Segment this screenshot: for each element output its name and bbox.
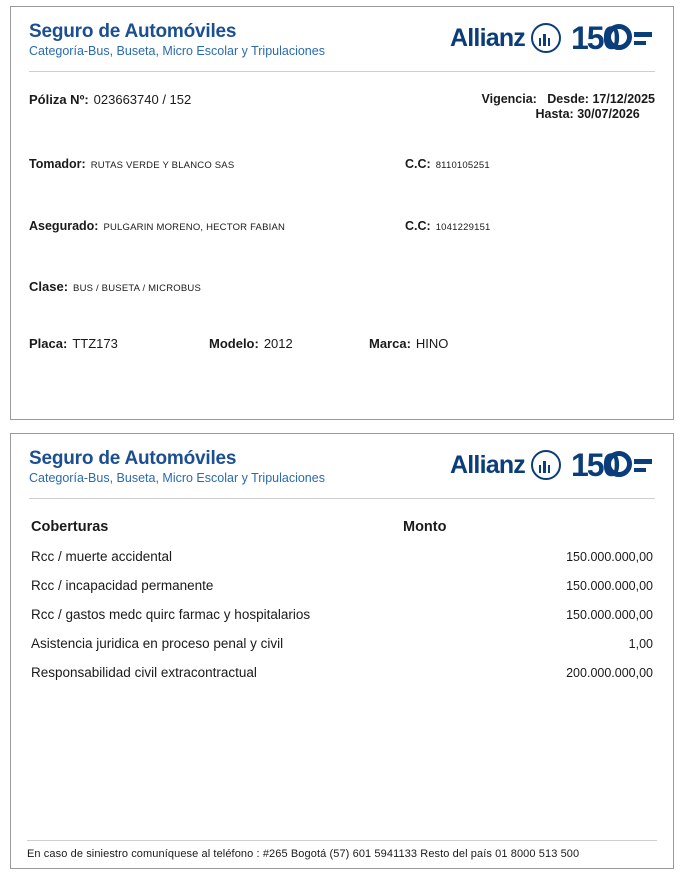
plate-value: TTZ173 bbox=[72, 336, 118, 352]
insured-id-field bbox=[405, 219, 655, 233]
allianz-bars-icon bbox=[531, 23, 561, 53]
insured-label: Asegurado: bbox=[29, 219, 99, 234]
allianz-wordmark-2: Allianz bbox=[450, 450, 525, 479]
coverage-amount: 150.000.000,00 bbox=[566, 578, 653, 593]
holder-row bbox=[29, 157, 655, 171]
brand-label: Marca: bbox=[369, 336, 411, 352]
document-subtitle-2: Categoría-Bus, Buseta, Micro Escolar y Tripulaciones bbox=[29, 470, 325, 485]
footer bbox=[11, 840, 673, 860]
validity-from-label: Desde: bbox=[547, 91, 589, 106]
amount-column-header: Monto bbox=[403, 518, 447, 535]
anniversary-150-icon bbox=[571, 20, 655, 56]
table-row bbox=[29, 549, 655, 564]
document-title-2: Seguro de Automóviles bbox=[29, 448, 237, 469]
header-titles bbox=[29, 21, 325, 59]
policy-summary-card bbox=[10, 6, 674, 420]
brand-value: HINO bbox=[415, 336, 449, 352]
plate-field bbox=[29, 336, 209, 351]
insured-row bbox=[29, 219, 655, 233]
holder-id-value: 8110105251 bbox=[435, 160, 490, 172]
coverages-table-header bbox=[29, 519, 655, 535]
model-label: Modelo: bbox=[209, 336, 259, 352]
holder-field bbox=[29, 157, 234, 171]
document-title: Seguro de Automóviles bbox=[29, 21, 237, 42]
model-field bbox=[209, 336, 369, 351]
insured-field bbox=[29, 219, 285, 233]
coverage-name: Responsabilidad civil extracontractual bbox=[31, 664, 257, 680]
policy-number-value: 023663740 / 152 bbox=[93, 91, 192, 107]
validity-to-label: Hasta: bbox=[535, 107, 574, 122]
policy-number-field bbox=[29, 92, 191, 107]
card-header-2 bbox=[29, 448, 655, 486]
anniversary-number: 150 bbox=[571, 20, 619, 56]
coverage-amount: 150.000.000,00 bbox=[566, 607, 653, 622]
header-titles-2 bbox=[29, 448, 325, 486]
validity-to-value: 30/07/2026 bbox=[577, 107, 640, 122]
coverage-amount: 200.000.000,00 bbox=[566, 665, 653, 680]
class-value: BUS / BUSETA / MICROBUS bbox=[73, 283, 201, 295]
table-row bbox=[29, 636, 655, 651]
holder-value: RUTAS VERDE Y BLANCO SAS bbox=[90, 160, 235, 172]
allianz-logo-2 bbox=[450, 447, 655, 483]
anniversary-150-icon-2 bbox=[571, 447, 655, 483]
holder-label: Tomador: bbox=[29, 157, 86, 172]
coverage-name: Rcc / incapacidad permanente bbox=[31, 577, 214, 593]
policy-row bbox=[29, 92, 655, 123]
coverage-amount: 150.000.000,00 bbox=[566, 549, 653, 564]
insured-value: PULGARIN MORENO, HECTOR FABIAN bbox=[103, 222, 286, 234]
insured-id-label: C.C: bbox=[405, 219, 431, 234]
allianz-logo bbox=[450, 20, 655, 56]
anniversary-number-2: 150 bbox=[571, 447, 619, 483]
coverage-name: Asistencia juridica en proceso penal y civil bbox=[31, 635, 284, 651]
coverages-column-header: Coberturas bbox=[31, 518, 109, 535]
class-row bbox=[29, 279, 655, 294]
validity-label: Vigencia: bbox=[481, 91, 537, 106]
insured-id-value: 1041229151 bbox=[435, 222, 491, 234]
class-label: Clase: bbox=[29, 279, 69, 295]
table-row bbox=[29, 578, 655, 593]
card-header bbox=[29, 21, 655, 59]
brand-field bbox=[369, 336, 448, 351]
footer-text: En caso de siniestro comuníquese al teléfono : #265 Bogotá (57) 601 5941133 Resto del país 01 8000 513 500 bbox=[27, 848, 580, 860]
holder-id-field bbox=[405, 157, 655, 171]
class-field bbox=[29, 279, 201, 294]
policy-number-label: Póliza Nº: bbox=[29, 91, 89, 107]
model-value: 2012 bbox=[263, 336, 293, 352]
plate-label: Placa: bbox=[29, 336, 68, 352]
table-row bbox=[29, 665, 655, 680]
coverage-amount: 1,00 bbox=[628, 636, 653, 651]
validity-field bbox=[481, 92, 655, 123]
coverage-name: Rcc / gastos medc quirc farmac y hospitalarios bbox=[31, 606, 311, 622]
header-divider bbox=[29, 71, 655, 72]
holder-id-label: C.C: bbox=[405, 157, 431, 172]
allianz-bars-icon-2 bbox=[531, 450, 561, 480]
header-divider-2 bbox=[29, 498, 655, 499]
coverages-card bbox=[10, 433, 674, 869]
coverage-name: Rcc / muerte accidental bbox=[31, 548, 173, 564]
allianz-wordmark: Allianz bbox=[450, 23, 525, 52]
validity-from-value: 17/12/2025 bbox=[592, 91, 655, 106]
vehicle-row bbox=[29, 336, 655, 351]
table-row bbox=[29, 607, 655, 622]
document-subtitle: Categoría-Bus, Buseta, Micro Escolar y Tripulaciones bbox=[29, 43, 325, 58]
footer-divider bbox=[27, 840, 657, 841]
